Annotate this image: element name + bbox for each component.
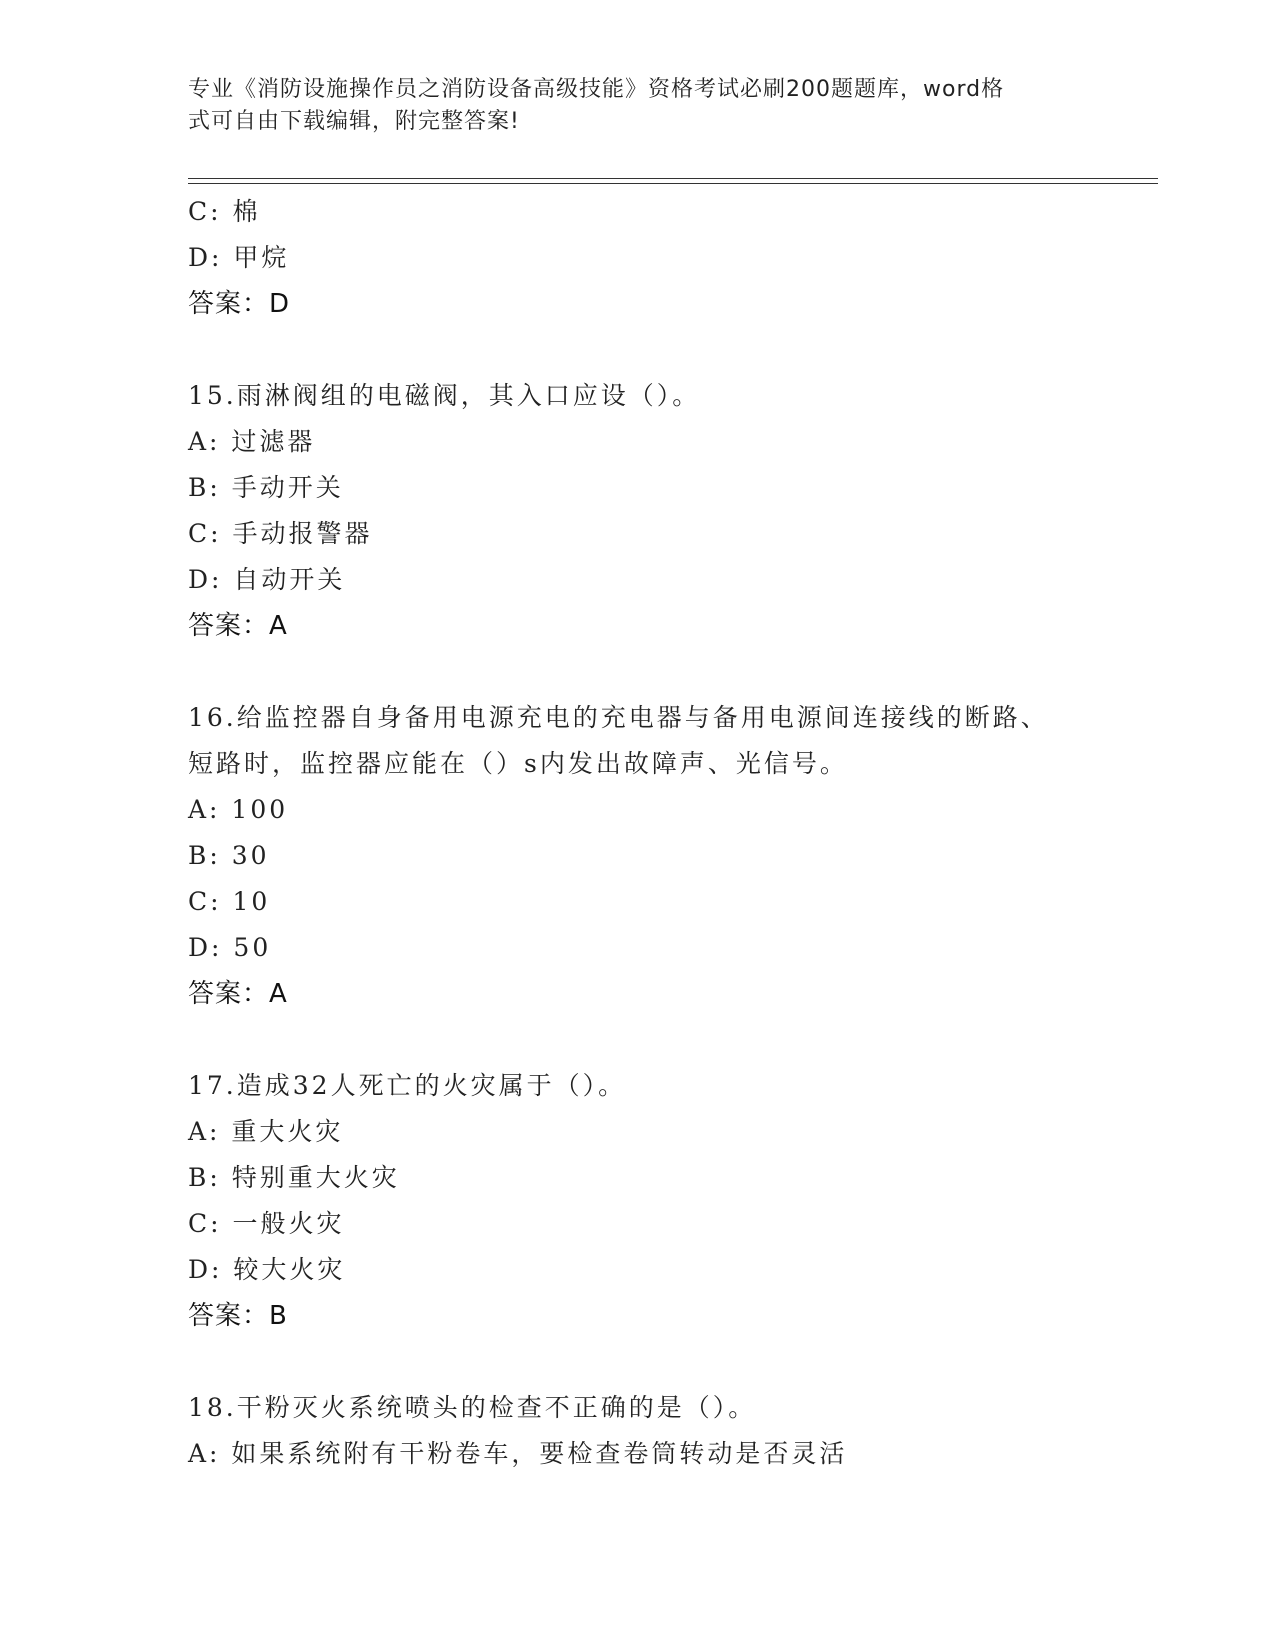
spacer bbox=[188, 649, 1088, 695]
question-stem-line-1: 16.给监控器自身备用电源充电的充电器与备用电源间连接线的断路、 bbox=[188, 703, 1049, 732]
option-d: D: 较大火灾 bbox=[188, 1255, 346, 1284]
option-b: B: 手动开关 bbox=[188, 473, 344, 502]
spacer bbox=[188, 1339, 1088, 1385]
header-rule-top bbox=[188, 178, 1158, 179]
question-stem: 15.雨淋阀组的电磁阀，其入口应设（）。 bbox=[188, 381, 701, 410]
option-d: D: 自动开关 bbox=[188, 565, 346, 594]
option-a: A: 过滤器 bbox=[188, 427, 316, 456]
option-c: C: 10 bbox=[188, 887, 271, 916]
question-17 bbox=[188, 1063, 1088, 1339]
option-b: B: 30 bbox=[188, 841, 270, 870]
option-a: A: 100 bbox=[188, 795, 289, 824]
question-15 bbox=[188, 373, 1088, 649]
document-header bbox=[188, 74, 1068, 138]
question-stem: 17.造成32人死亡的火灾属于（）。 bbox=[188, 1071, 627, 1100]
spacer bbox=[188, 327, 1088, 373]
header-rule-bottom bbox=[188, 183, 1158, 184]
answer: 答案：A bbox=[188, 979, 288, 1009]
question-stem: 18.干粉灭火系统喷头的检查不正确的是（）。 bbox=[188, 1393, 757, 1422]
question-fragment bbox=[188, 189, 1088, 327]
option-d: D: 甲烷 bbox=[188, 243, 290, 272]
option-b: B: 特别重大火灾 bbox=[188, 1163, 400, 1192]
answer: 答案：A bbox=[188, 611, 288, 641]
answer: 答案：D bbox=[188, 289, 291, 319]
question-list bbox=[188, 189, 1088, 1477]
option-c: C: 棉 bbox=[188, 197, 261, 226]
question-16 bbox=[188, 695, 1088, 1017]
question-stem-line-2: 短路时，监控器应能在（）s内发出故障声、光信号。 bbox=[188, 749, 848, 778]
header-title-line-2: 式可自由下载编辑，附完整答案! bbox=[188, 109, 520, 134]
option-a: A: 如果系统附有干粉卷车，要检查卷筒转动是否灵活 bbox=[188, 1439, 848, 1468]
header-title-line-1: 专业《消防设施操作员之消防设备高级技能》资格考试必刷200题题库，word格 bbox=[188, 77, 1005, 102]
question-18 bbox=[188, 1385, 1088, 1477]
option-c: C: 手动报警器 bbox=[188, 519, 373, 548]
option-d: D: 50 bbox=[188, 933, 272, 962]
answer: 答案：B bbox=[188, 1301, 288, 1331]
option-a: A: 重大火灾 bbox=[188, 1117, 344, 1146]
option-c: C: 一般火灾 bbox=[188, 1209, 345, 1238]
spacer bbox=[188, 1017, 1088, 1063]
